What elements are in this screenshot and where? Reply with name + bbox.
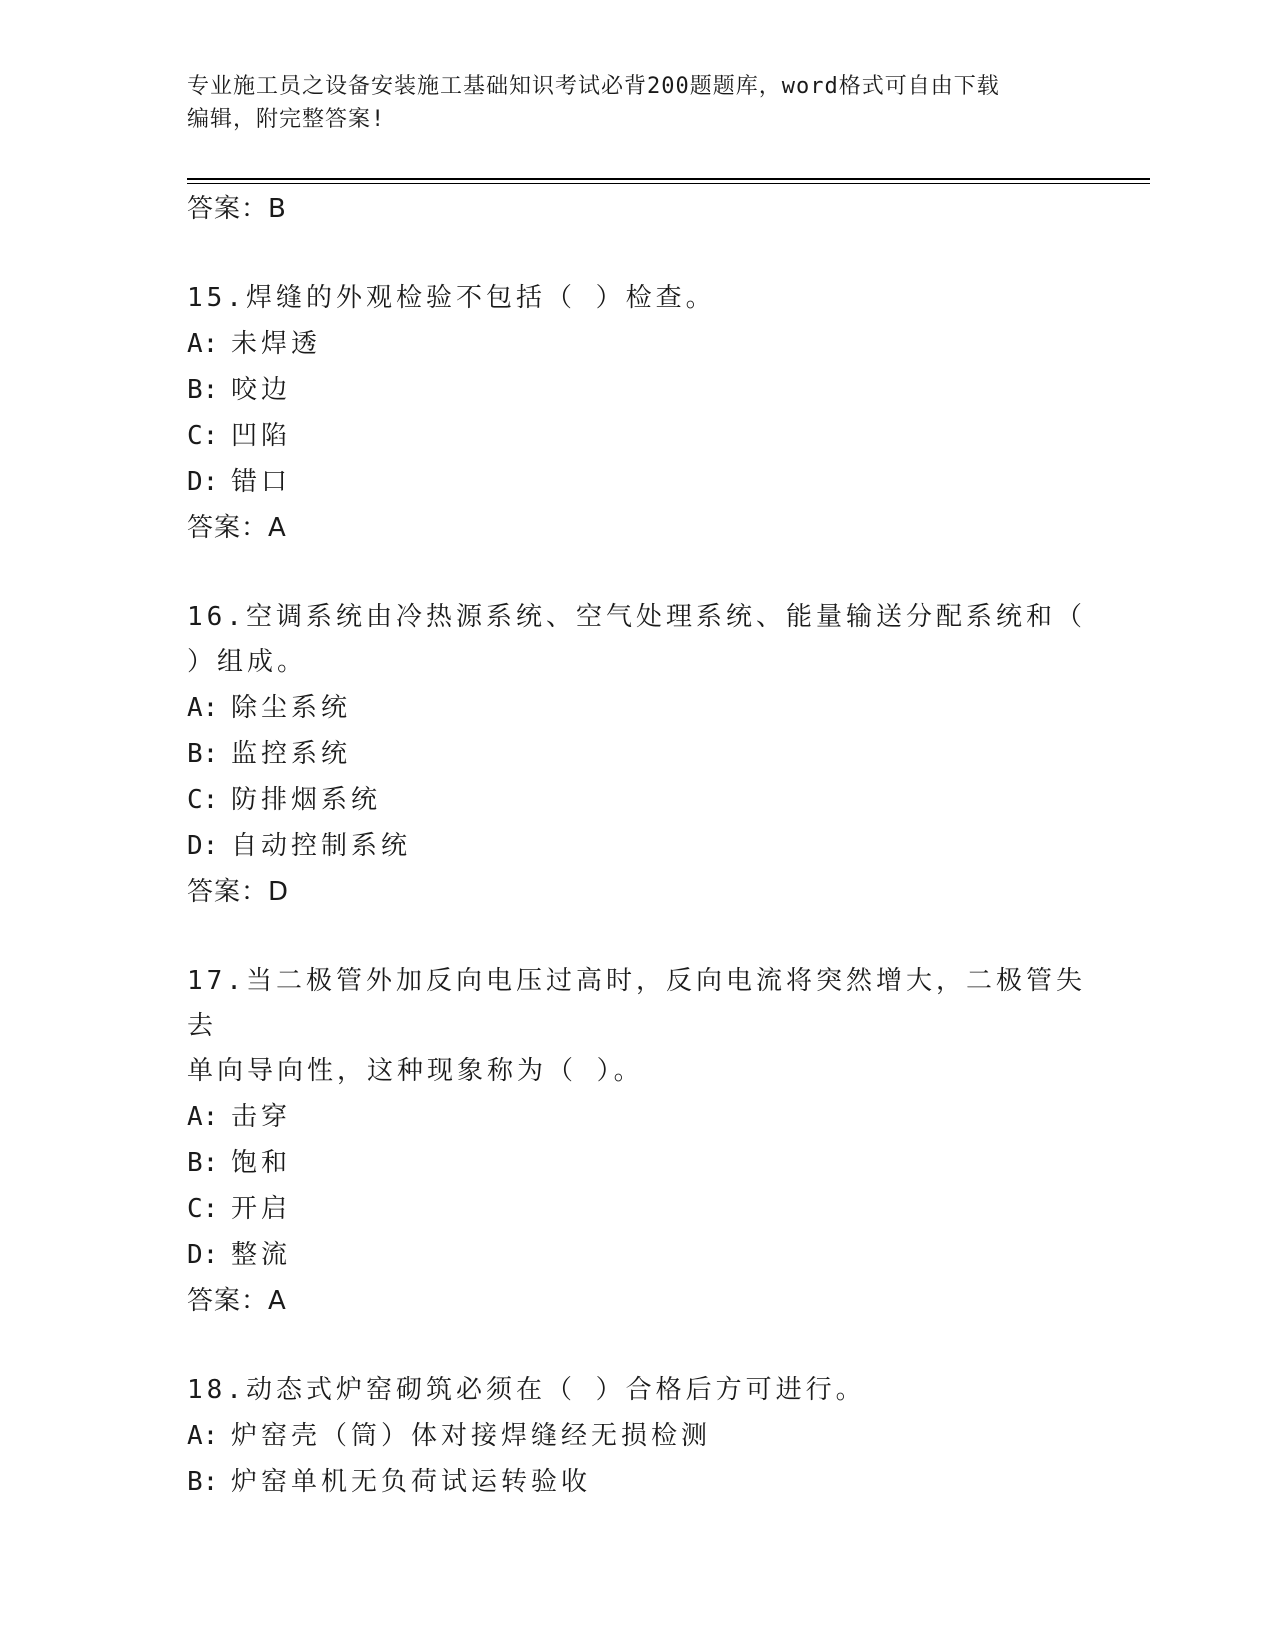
- option-letter: A:: [187, 329, 219, 359]
- option-text: 击穿: [231, 1102, 292, 1132]
- option-text: 自动控制系统: [231, 831, 412, 861]
- option-text: 炉窑壳（筒）体对接焊缝经无损检测: [231, 1421, 712, 1451]
- question-block: [187, 276, 1087, 551]
- option-b: [187, 367, 1087, 413]
- question-list: [187, 186, 1087, 1505]
- question-stem-line: 单向导向性，这种现象称为（ ）。: [187, 1056, 644, 1086]
- option-text: 除尘系统: [231, 693, 352, 723]
- option-letter: C:: [187, 421, 219, 451]
- option-a: [187, 1094, 1087, 1140]
- option-c: [187, 777, 1087, 823]
- option-letter: B:: [187, 739, 219, 769]
- option-d: [187, 1232, 1087, 1278]
- question-stem-line: 17.当二极管外加反向电压过高时，反向电流将突然增大，二极管失去: [187, 966, 1086, 1041]
- option-letter: C:: [187, 1194, 219, 1224]
- option-c: [187, 413, 1087, 459]
- option-text: 开启: [231, 1194, 292, 1224]
- option-letter: D:: [187, 467, 219, 497]
- option-letter: C:: [187, 785, 219, 815]
- option-letter: B:: [187, 1148, 219, 1178]
- option-text: 咬边: [231, 375, 292, 405]
- question-block: [187, 959, 1087, 1324]
- question-block: [187, 595, 1087, 915]
- question-stem-line: ）组成。: [187, 647, 308, 677]
- header-line-2: 编辑，附完整答案!: [187, 107, 386, 132]
- option-letter: B:: [187, 1467, 219, 1497]
- document-header: [187, 70, 1087, 136]
- option-b: [187, 1140, 1087, 1186]
- question-stem: [187, 595, 1087, 685]
- option-text: 炉窑单机无负荷试运转验收: [231, 1467, 592, 1497]
- option-letter: D:: [187, 831, 219, 861]
- question-stem-line: 16.空调系统由冷热源系统、空气处理系统、能量输送分配系统和（: [187, 602, 1086, 632]
- option-a: [187, 685, 1087, 731]
- option-letter: D:: [187, 1240, 219, 1270]
- option-d: [187, 823, 1087, 869]
- question-stem: 15.焊缝的外观检验不包括（ ）检查。: [187, 283, 716, 313]
- option-letter: B:: [187, 375, 219, 405]
- option-text: 未焊透: [231, 329, 322, 359]
- option-text: 防排烟系统: [231, 785, 382, 815]
- answer-line: 答案：D: [187, 877, 290, 907]
- answer-line: 答案：B: [187, 194, 287, 224]
- option-text: 监控系统: [231, 739, 352, 769]
- option-text: 整流: [231, 1240, 292, 1270]
- option-b: [187, 1459, 1087, 1505]
- option-text: 凹陷: [231, 421, 292, 451]
- option-a: [187, 321, 1087, 367]
- question-stem: 18.动态式炉窑砌筑必须在（ ）合格后方可进行。: [187, 1375, 866, 1405]
- header-line-1: 专业施工员之设备安装施工基础知识考试必背200题题库，word格式可自由下载: [187, 74, 1000, 99]
- option-letter: A:: [187, 1421, 219, 1451]
- header-divider-thick: [187, 178, 1150, 180]
- question-block: [187, 1368, 1087, 1505]
- header-divider-thin: [187, 183, 1150, 184]
- question-stem: [187, 959, 1087, 1094]
- answer-line: 答案：A: [187, 1286, 287, 1316]
- option-letter: A:: [187, 1102, 219, 1132]
- option-text: 错口: [231, 467, 292, 497]
- answer-line: 答案：A: [187, 513, 287, 543]
- option-c: [187, 1186, 1087, 1232]
- option-d: [187, 459, 1087, 505]
- option-b: [187, 731, 1087, 777]
- option-a: [187, 1413, 1087, 1459]
- option-text: 饱和: [231, 1148, 292, 1178]
- option-letter: A:: [187, 693, 219, 723]
